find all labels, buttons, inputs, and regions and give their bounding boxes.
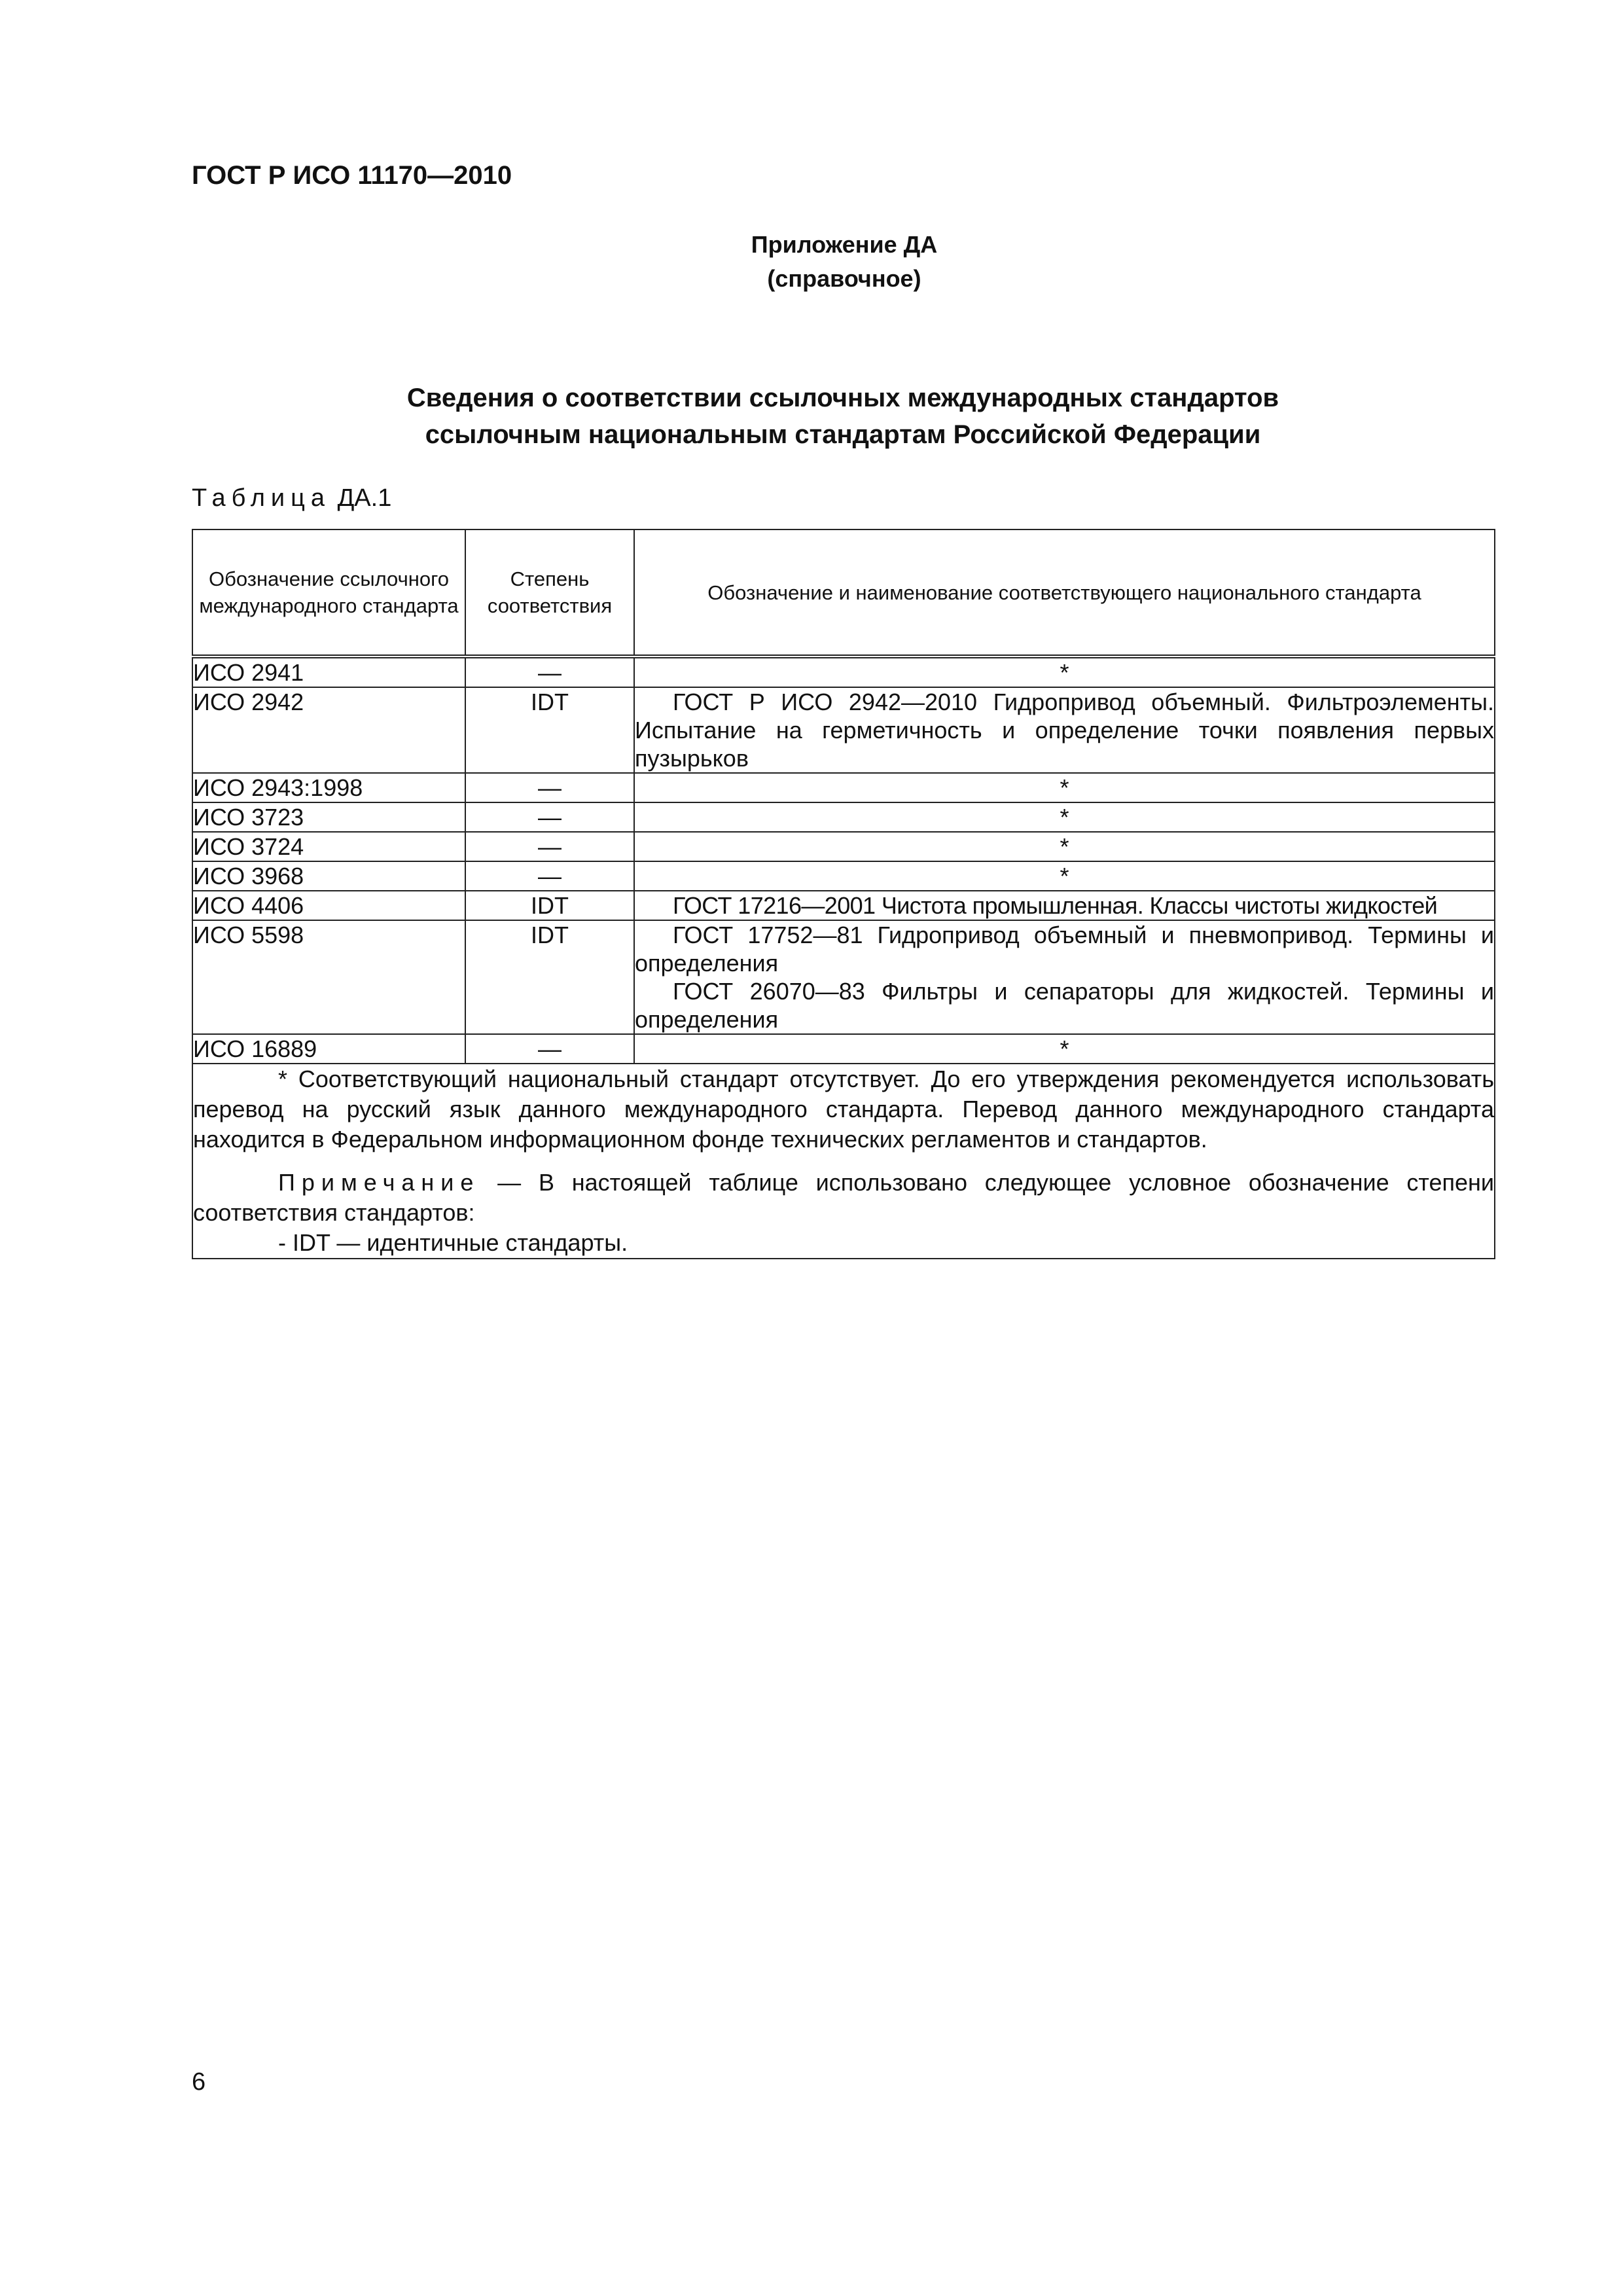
table-label [192,484,391,512]
cell-national: * [634,832,1495,861]
cell-intl: ИСО 2943:1998 [192,773,465,802]
cell-intl: ИСО 4406 [192,891,465,920]
cell-intl: ИСО 2941 [192,656,465,687]
header-intl-standard: Обозначение ссылочного международного стандарта [192,529,465,656]
note-label: Примечание [278,1169,480,1196]
table-header-row [192,529,1495,656]
cell-degree: — [465,802,634,832]
cell-intl: ИСО 3723 [192,802,465,832]
cell-degree: — [465,773,634,802]
cell-degree: IDT [465,920,634,1034]
cell-national: * [634,1034,1495,1064]
footnote-text: * Соответствующий национальный стандарт отсутствует. До его утверждения рекомендуется использовать перевод на русский язык данного международного стандарта. Перевод данного международного стандарта находится в Федеральном информационном фонде технических регламентов и стандартов. [193,1066,1494,1153]
cell-national: * [634,861,1495,891]
cell-degree: — [465,832,634,861]
table-row [192,687,1495,773]
cell-intl: ИСО 3724 [192,832,465,861]
table-label-number: ДА.1 [337,484,392,512]
table-row [192,891,1495,920]
national-standard-text: ГОСТ Р ИСО 2942—2010 Гидропривод объемный. Фильтроэлементы. Испытание на герметичность и определение точки появления первых пузырьков [635,689,1494,772]
annex-title: Приложение ДА [751,231,938,258]
header-degree: Степень соответствия [465,529,634,656]
page-number: 6 [192,2068,206,2096]
section-title-line-1: Сведения о соответствии ссылочных международных стандартов [406,384,1279,412]
cell-degree: IDT [465,891,634,920]
cell-national: * [634,802,1495,832]
annex-type: (справочное) [767,265,921,292]
national-standard-text: ГОСТ 17752—81 Гидропривод объемный и пневмопривод. Термины и определения [635,922,1494,977]
table-row [192,802,1495,832]
cell-degree: — [465,861,634,891]
national-standard-text: ГОСТ 17216—2001 Чистота промышленная. Классы чистоты жидкостей [673,892,1438,919]
note [193,1168,1494,1228]
table-row [192,773,1495,802]
cell-national: * [634,773,1495,802]
annex-heading [681,228,1008,296]
cell-degree: — [465,656,634,687]
cell-intl: ИСО 16889 [192,1034,465,1064]
table-row [192,656,1495,687]
section-title-line-2: ссылочным национальным стандартам Российской Федерации [425,420,1261,449]
cell-intl: ИСО 5598 [192,920,465,1034]
table-footnote [192,1064,1495,1259]
section-title [192,380,1494,453]
cell-intl: ИСО 3968 [192,861,465,891]
cell-degree: IDT [465,687,634,773]
table-row [192,1034,1495,1064]
standards-table [192,529,1495,1259]
cell-national [634,920,1495,1034]
table-row [192,920,1495,1034]
cell-national [634,687,1495,773]
table-row [192,832,1495,861]
cell-national [634,891,1495,920]
note-text: — В настоящей таблице использовано следующее условное обозначение степени соответствия стандартов: [193,1169,1494,1226]
table-footnote-row [192,1064,1495,1259]
national-standard-text: ГОСТ 26070—83 Фильтры и сепараторы для жидкостей. Термины и определения [635,978,1494,1033]
cell-intl: ИСО 2942 [192,687,465,773]
header-national-standard: Обозначение и наименование соответствующего национального стандарта [634,529,1495,656]
table-row [192,861,1495,891]
cell-national: * [634,656,1495,687]
document-code: ГОСТ Р ИСО 11170—2010 [192,161,512,190]
cell-degree: — [465,1034,634,1064]
table-label-word: Таблица [192,484,330,512]
note-list-item: - IDT — идентичные стандарты. [278,1229,628,1256]
